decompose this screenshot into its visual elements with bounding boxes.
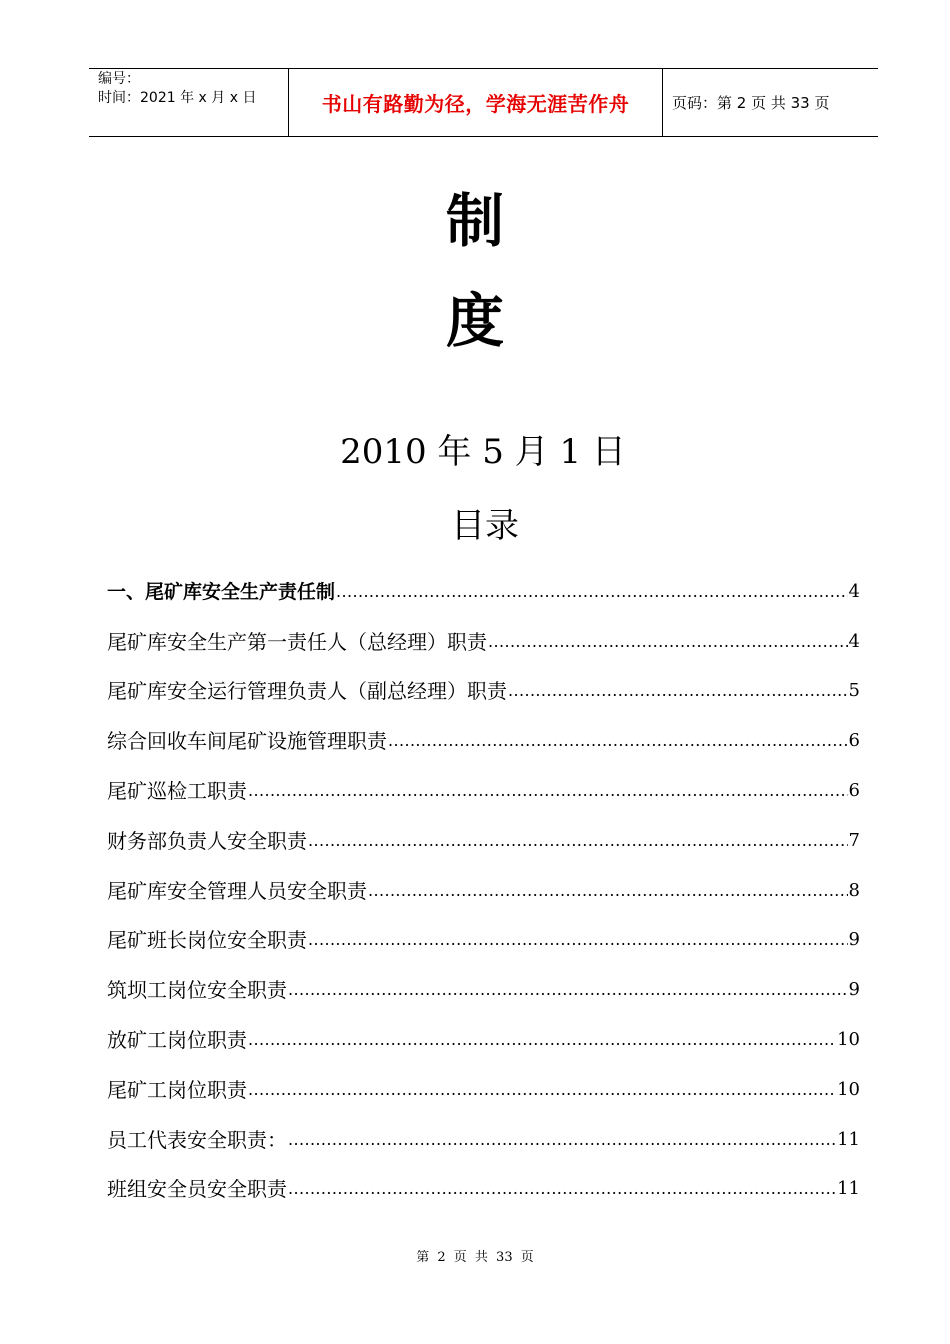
toc-entry-title: 尾矿工岗位职责 — [107, 1077, 247, 1102]
toc-entry-title: 员工代表安全职责： — [107, 1127, 287, 1152]
toc-leader-dots — [508, 677, 848, 705]
document-date: 2010 年 5 月 1 日 — [340, 432, 626, 472]
toc-heading: 目录 — [451, 506, 519, 546]
toc-entry[interactable] — [107, 556, 860, 606]
toc-entry-page: 9 — [848, 929, 860, 951]
document-title-char-2: 度 — [445, 287, 504, 355]
header-page-info: 页码：第 2 页 共 33 页 — [672, 94, 830, 112]
toc-leader-dots — [248, 1026, 836, 1054]
toc-entry-title: 筑坝工岗位安全职责 — [107, 978, 287, 1003]
toc-entry[interactable] — [107, 606, 860, 656]
toc-entry-page: 8 — [848, 879, 860, 901]
toc-entry[interactable] — [107, 805, 860, 855]
toc-entry-title: 尾矿巡检工职责 — [107, 778, 247, 803]
toc-entry-title: 尾矿库安全生产第一责任人（总经理）职责 — [107, 629, 487, 654]
toc-leader-dots — [288, 1175, 836, 1203]
page-footer: 第 2 页 共 33 页 — [416, 1250, 534, 1265]
toc-entry-page: 11 — [837, 1178, 860, 1200]
toc-entry-title: 一、尾矿库安全生产责任制 — [107, 580, 336, 603]
header-page-cell — [663, 69, 878, 136]
toc-entry[interactable] — [107, 656, 860, 706]
header-motto-cell — [289, 69, 663, 136]
toc-entry-page: 10 — [837, 1028, 860, 1050]
toc-leader-dots — [248, 777, 848, 805]
document-date-label: 时间：2021 年 x 月 x 日 — [98, 90, 257, 106]
toc-entry-page: 9 — [848, 979, 860, 1001]
toc-entry[interactable] — [107, 954, 860, 1004]
toc-entry-title: 尾矿班长岗位安全职责 — [107, 928, 307, 953]
toc-entry-title: 财务部负责人安全职责 — [107, 828, 307, 853]
toc-entry[interactable] — [107, 855, 860, 905]
toc-entry[interactable] — [107, 1104, 860, 1154]
toc-leader-dots — [336, 578, 848, 606]
page-header — [89, 68, 878, 137]
toc-entry-page: 4 — [848, 630, 860, 652]
toc-leader-dots — [248, 1076, 836, 1104]
toc-entry[interactable] — [107, 1004, 860, 1054]
toc-entry-page: 7 — [848, 829, 860, 851]
toc-entry[interactable] — [107, 905, 860, 955]
toc-leader-dots — [288, 1126, 836, 1154]
toc-entry-title: 尾矿库安全运行管理负责人（副总经理）职责 — [107, 679, 507, 704]
toc-entry-page: 4 — [848, 580, 860, 602]
toc-leader-dots — [288, 976, 848, 1004]
toc-entry-page: 6 — [848, 779, 860, 801]
toc-entry-page: 10 — [837, 1078, 860, 1100]
toc-entry-title: 尾矿库安全管理人员安全职责 — [107, 878, 367, 903]
toc-entry-title: 班组安全员安全职责 — [107, 1177, 287, 1202]
toc-leader-dots — [368, 877, 848, 905]
toc-entry[interactable] — [107, 705, 860, 755]
toc-entry-page: 5 — [848, 680, 860, 702]
toc-entry-title: 放矿工岗位职责 — [107, 1027, 247, 1052]
header-motto: 书山有路勤为径，学海无涯苦作舟 — [321, 92, 630, 116]
toc-entry[interactable] — [107, 1054, 860, 1104]
toc-entry-page: 6 — [848, 730, 860, 752]
document-number-label: 编号： — [98, 71, 140, 87]
toc-leader-dots — [388, 727, 848, 755]
toc-entry[interactable] — [107, 1154, 860, 1204]
document-title-char-1: 制 — [445, 187, 504, 255]
toc-entry[interactable] — [107, 755, 860, 805]
toc-entry-title: 综合回收车间尾矿设施管理职责 — [107, 729, 387, 754]
toc-entry-page: 11 — [837, 1128, 860, 1150]
header-info-cell — [89, 69, 289, 136]
toc-leader-dots — [308, 827, 848, 855]
toc-leader-dots — [308, 926, 848, 954]
table-of-contents — [107, 556, 860, 1203]
toc-leader-dots — [488, 628, 848, 656]
